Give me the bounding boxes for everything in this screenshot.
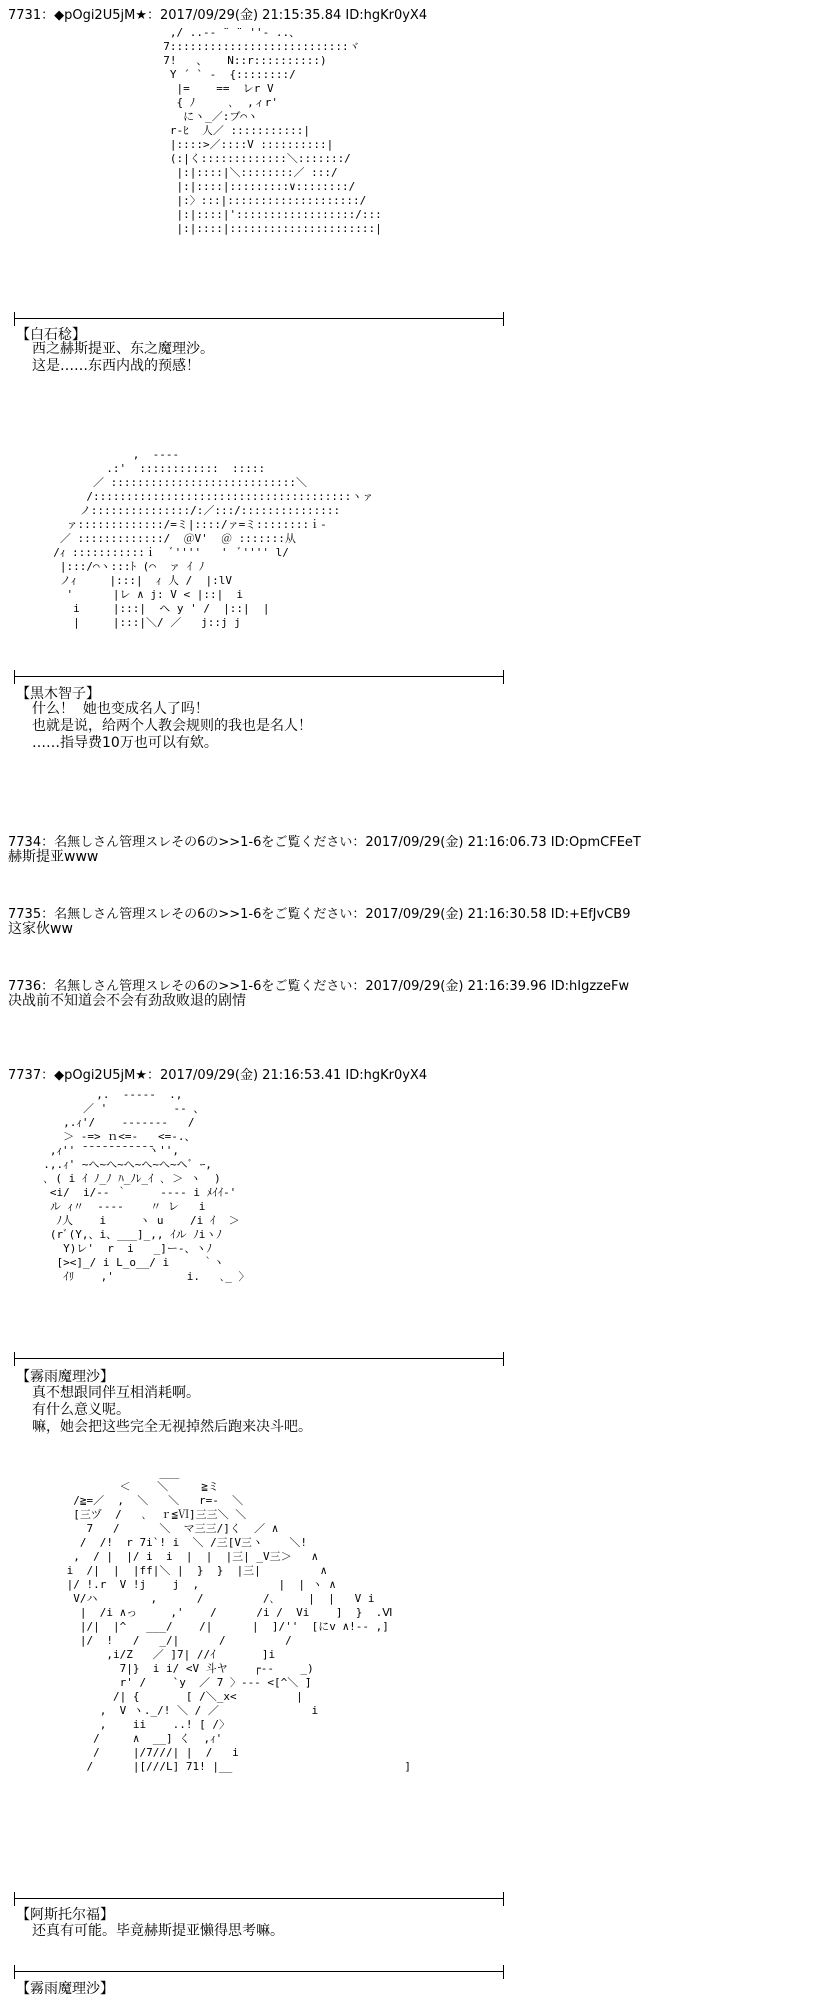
ascii-art-figure: ,/ ..-‐ ¨ ¨ ''‐ ..、 7:::::::::::::::::::::::::::ヾ 7! 、 N::r::::::::::) Y ´ ` ‐ {::::::::/ |= == レr V { ﾉ ､ ,ィr' にヽ_／:ブ⌒ヽ r‐ﾋ 人／ :::::::::::| |::::>／::::V ::::::::::| (:|く:::::::::::::＼:::::::/ |:|::::|＼::::::::／ :::/ |:|::::|:::::::::∨::::::::/ |:〉:::|::::::::::::::::::::/ |:|::::|'::::::::::::::::::/::: |:|::::|::::::::::::::::::::::| [163,26,382,235]
post-body: 决战前不知道会不会有劲敌败退的剧情 [8,993,246,1009]
post-header: 7734：名無しさん管理スレその6の>>1-6をご覧ください：2017/09/29(金) 21:16:06.73 ID:OpmCFEeT [8,835,641,850]
speaker-name: 【白石稔】 [16,327,86,343]
post-header: 7735：名無しさん管理スレその6の>>1-6をご覧ください：2017/09/29(金) 21:16:30.58 ID:+EfJvCB9 [8,907,631,922]
dialogue-text: 什么！ 她也变成名人了吗！ 也就是说，给两个人教会规则的我也是名人！ ……指导费10万也可以有欸。 [32,701,312,751]
ascii-art-figure: ___ ＜ ＼ ≧ミ /≧=／ , ＼ ＼ r=‐ ＼ [三ヅ / ､ ｒ≦Ⅵ]三三＼ ＼ 7 / ＼ マ三三/]く ／ ∧ / /! r 7i`! i ＼ /三[V三ヽ ＼! , / | |/ i i | | |三| _V三＞ ∧ i /| | |ff|＼ | } } |三| ∧ |/ !.r V !j j , | | ヽ ∧ V/ハ , / /､ | | V i | /i ∧っ ,' / /i / Vi ] } .Ⅵ |/| |^ ___/ /| | ]/'' [にv ∧!‐‐ ,] |/ ! / _/| / / ,i/Z ／ ]7| //ｲ ]i 7|} i i/ <V 斗ヤ ┌‐‐ _) r' / `y ／ 7 〉‐‐‐ <[^＼ ̄] /| { [ /＼_x< | , V ヽ._/! ＼ / ／ i , ii ..! [ /〉 / ∧ __] く ,ｨ' / |/7///| | / i / |[///L] 71! |__ ] [66,1466,411,1773]
ascii-art-figure: ,. ‐‐‐‐‐ ., ／ ' ‐‐ 、 ,.ｨ'/ ‐‐‐‐‐‐‐ / ＞ -=> ｎ<=- <=-.、 ,ｨ'' ̄ ̄ ̄ ̄ ̄ ̄ ̄ ̄ ̄ ̄ ̄ヽ'', .,.ｨ' ~へ~へ~へ~へ~へ~ヘﾞ ｰ, ､ ( i ｲ ﾉ_ﾉ ﾊ_ﾉﾚ_ｲ ､ ＞ ヽ ) <i/ i/‐‐ ｀ ‐‐‐‐ i ﾒｲｲ‐' ル ｨ〃 ‐‐‐‐ 〃 レ i ﾉ人 i ヽ u /i ｲ ＞ (rﾞ(Y,、i、___]_,, ｲル ﾉiヽﾉ Y)レ' r i _]ー-、ヽﾉ [><]_/ i L_o__/ i ｀ヽ ｲﾘ ,' i. ､_ 〉 [43,1088,250,1283]
speaker-name: 【阿斯托尔福】 [16,1907,114,1923]
post-body: 赫斯提亚www [8,849,99,865]
post-header: 7736：名無しさん管理スレその6の>>1-6をご覧ください：2017/09/29(金) 21:16:39.96 ID:hIgzzeFw [8,979,630,994]
speaker-name: 【黒木智子】 [16,686,100,702]
speaker-name: 【霧雨魔理沙】 [16,1981,114,1997]
post-header: 7737：◆pOgi2U5jM★：2017/09/29(金) 21:16:53.41 ID:hgKr0yX4 [8,1068,428,1083]
dialogue-divider [14,1971,504,1972]
dialogue-text: 还真有可能。毕竟赫斯提亚懒得思考嘛。 [32,1923,284,1939]
dialogue-divider [14,1898,504,1899]
dialogue-divider [14,318,504,319]
dialogue-divider [14,1358,504,1359]
dialogue-text: 西之赫斯提亚、东之魔理沙。 这是……东西内战的预感！ [32,341,214,374]
post-body: 这家伙ww [8,921,73,937]
ascii-art-figure: , ‐‐‐‐ .:' :::::::::::: ::::: ／ ::::::::::::::::::::::::::::＼ /:::::::::::::::::::::::::::::::::::::::ヽァ ノ:::::::::::::::/:／:::/::::::::::::::: ァ:::::::::::::/=ミ|::::/ァ=ミ::::::::ｉ‐ ／ :::::::::::::/ ＠V' ＠ :::::::从 /ｨ :::::::::::ｉ ﾞ'''' ' ﾞ'''' l/ |:::/⌒ヽ:::ﾄ (⌒ ァ ｲ ﾉ ノｨ |:::| ｨ 人 / |:lV ' |レ ∧ j: V < |::| i i |:::| ヘ y ' / |::| | | |:::|＼/ ／ j::j j [53,448,374,629]
speaker-name: 【霧雨魔理沙】 [16,1369,114,1385]
post-header: 7731：◆pOgi2U5jM★：2017/09/29(金) 21:15:35.84 ID:hgKr0yX4 [8,8,428,23]
dialogue-text: 真不想跟同伴互相消耗啊。 有什么意义呢。 嘛，她会把这些完全无视掉然后跑来决斗吧。 [32,1385,312,1435]
dialogue-divider [14,676,504,677]
